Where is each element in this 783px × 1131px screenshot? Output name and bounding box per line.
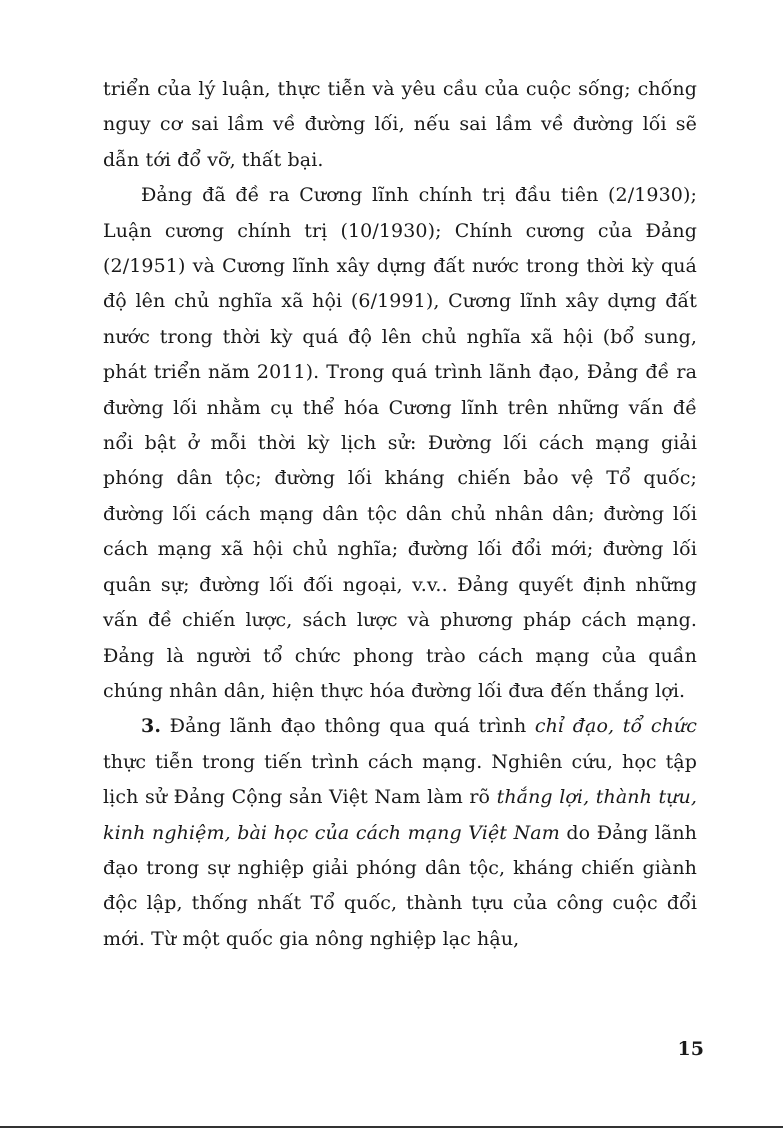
paragraph-continuation: triển của lý luận, thực tiễn và yêu cầu của cuộc sống; chống nguy cơ sai lầm về đường lối, nếu sai lầm về đường lối sẽ dẫn tới đổ vỡ, thất bại. <box>103 78 697 171</box>
italic-phrase: chỉ đạo, tổ chức <box>534 715 697 738</box>
paragraph-segment: Đảng lãnh đạo thông qua quá trình <box>161 715 535 738</box>
body-text <box>103 72 697 957</box>
paragraph-segment: thực tiễn trong tiến trình cách mạng. Nghiên cứu, học tập lịch sử Đảng Cộng sản Việt Nam làm rõ <box>103 750 697 809</box>
page-bottom-border <box>0 1126 783 1128</box>
paragraph-segment: do Đảng lãnh đạo trong sự nghiệp giải phóng dân tộc, kháng chiến giành độc lập, thống nhất Tổ quốc, thành tựu của công cuộc đổi mới. Từ một quốc gia nông nghiệp lạc hậu, <box>103 821 698 950</box>
paragraph-party-platforms: Đảng đã đề ra Cương lĩnh chính trị đầu tiên (2/1930); Luận cương chính trị (10/1930); Chính cương của Đảng (2/1951) và Cương lĩnh xây dựng đất nước trong thời kỳ quá độ lên chủ nghĩa xã hội (6/1991), Cương lĩnh xây dựng đất nước trong thời kỳ quá độ lên chủ nghĩa xã hội (bổ sung, phát triển năm 2011). Trong quá trình lãnh đạo, Đảng đề ra đường lối nhằm cụ thể hóa Cương lĩnh trên những vấn đề nổi bật ở mỗi thời kỳ lịch sử: Đường lối cách mạng giải phóng dân tộc; đường lối kháng chiến bảo vệ Tổ quốc; đường lối cách mạng dân tộc dân chủ nhân dân; đường lối cách mạng xã hội chủ nghĩa; đường lối đổi mới; đường lối quân sự; đường lối đối ngoại, v.v.. Đảng quyết định những vấn đề chiến lược, sách lược và phương pháp cách mạng. Đảng là người tổ chức phong trào cách mạng của quần chúng nhân dân, hiện thực hóa đường lối đưa đến thắng lợi. <box>103 184 697 702</box>
italic-phrase: thắng lợi, thành tựu, kinh nghiệm, bài học của cách mạng Việt Nam <box>103 786 697 844</box>
page-number: 15 <box>677 1038 704 1060</box>
section-number: 3. <box>141 715 162 738</box>
paragraph-party-leadership <box>103 709 697 957</box>
